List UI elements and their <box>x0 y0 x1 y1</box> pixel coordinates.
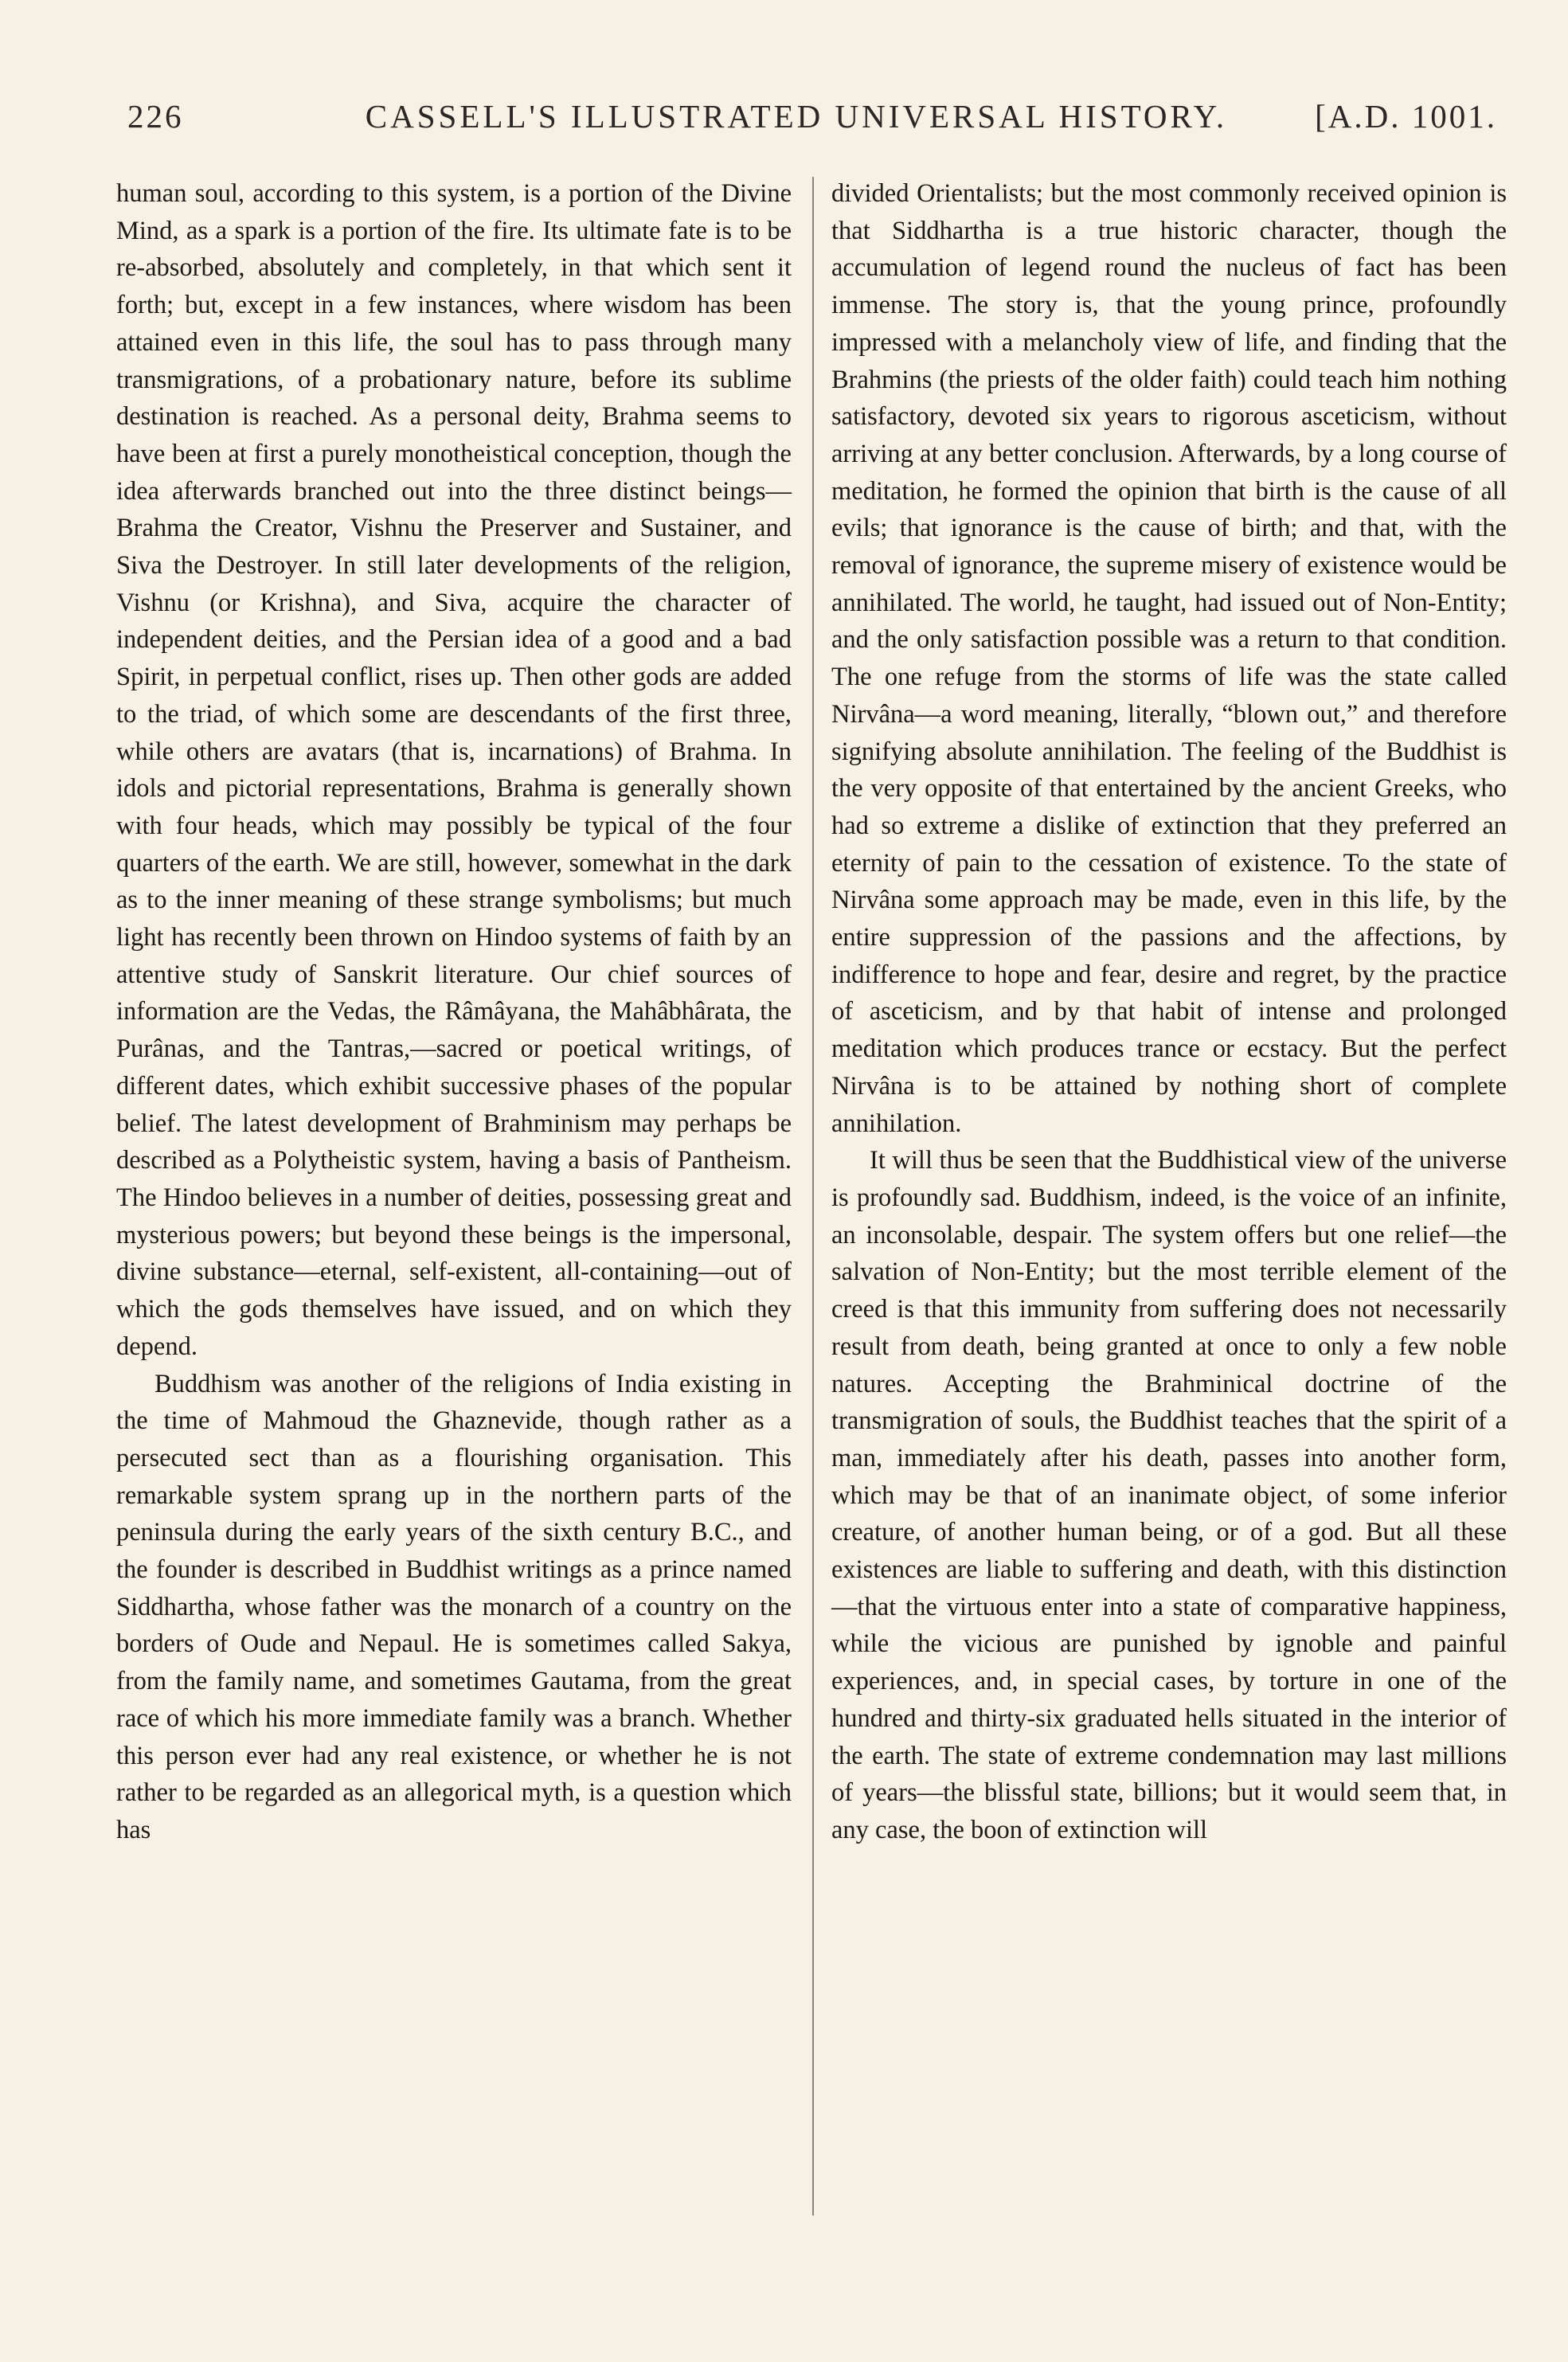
paragraph-brahma: human soul, according to this system, is a portion of the Divine Mind, as a spark is a portion of the fire. Its ultimate fate is to be re-absorbed, absolutely and completely, in that which sent it forth; but, except in a few instances, where wisdom has been attained even in this life, the soul has to pass through many transmigrations, of a probationary nature, before its sublime destination is reached. As a personal deity, Brahma seems to have been at first a purely monotheistical conception, though the idea afterwards branched out into the three distinct beings—Brahma the Creator, Vishnu the Preserver and Sustainer, and Siva the Destroyer. In still later developments of the religion, Vishnu (or Krishna), and Siva, acquire the character of independent deities, and the Persian idea of a good and a bad Spirit, in perpetual conflict, rises up. Then other gods are added to the triad, of which some are descendants of the first three, while others are avatars (that is, incarnations) of Brahma. In idols and pictorial representations, Brahma is generally shown with four heads, which may possibly be typical of the four quarters of the earth. We are still, however, somewhat in the dark as to the inner meaning of these strange symbolisms; but much light has recently been thrown on Hindoo systems of faith by an attentive study of Sanskrit literature. Our chief sources of information are the Vedas, the Râmâyana, the Mahâbhârata, the Purânas, and the Tantras,—sacred or poetical writings, of different dates, which exhibit successive phases of the popular belief. The latest development of Brahminism may perhaps be described as a Polytheistic system, having a basis of Pantheism. The Hindoo believes in a number of deities, possessing great and mysterious powers; but beyond these beings is the impersonal, divine substance—eternal, self-existent, all-containing—out of which the gods themselves have issued, and on which they depend. <box>116 179 792 1361</box>
page-number: 226 <box>127 98 184 135</box>
right-column <box>831 175 1507 1849</box>
running-title: CASSELL'S ILLUSTRATED UNIVERSAL HISTORY. <box>365 98 1228 135</box>
paragraph-siddhartha: divided Orientalists; but the most commonly received opinion is that Siddhartha is a true historic character, though the accumulation of legend round the nucleus of fact has been immense. The story is, that the young prince, profoundly impressed with a melancholy view of life, and finding that the Brahmins (the priests of the older faith) could teach him nothing satisfactory, devoted six years to rigorous asceticism, without arriving at any better conclusion. Afterwards, by a long course of meditation, he formed the opinion that birth is the cause of all evils; that ignorance is the cause of birth; and that, with the removal of ignorance, the supreme misery of existence would be annihilated. The world, he taught, had issued out of Non-Entity; and the only satisfaction possible was a return to that condition. The one refuge from the storms of life was the state called Nirvâna—a word meaning, literally, “blown out,” and therefore signifying absolute annihilation. The feeling of the Buddhist is the very opposite of that entertained by the ancient Greeks, who had so extreme a dislike of extinction that they preferred an eternity of pain to the cessation of existence. To the state of Nirvâna some approach may be made, even in this life, by the entire suppression of the passions and the affections, by indifference to hope and fear, desire and regret, by the practice of asceticism, and by that habit of intense and prolonged meditation which produces trance or ecstacy. But the perfect Nirvâna is to be attained by nothing short of complete annihilation. <box>831 179 1507 1138</box>
paragraph-buddhism: Buddhism was another of the religions of India existing in the time of Mahmoud the Ghaznevide, though rather as a persecuted sect than as a flourishing organisation. This remarkable system sprang up in the northern parts of the peninsula during the early years of the sixth century B.C., and the founder is described in Buddhist writings as a prince named Siddhartha, whose father was the monarch of a country on the borders of Oude and Nepaul. He is sometimes called Sakya, from the family name, and sometimes Gautama, from the great race of which his more immediate family was a branch. Whether this person ever had any real existence, or whether he is not rather to be regarded as an allegorical myth, is a question which has <box>116 1369 792 1844</box>
paragraph-buddhist-view: It will thus be seen that the Buddhistical view of the universe is profoundly sad. Buddhism, indeed, is the voice of an infinite, an inconsolable, despair. The system offers but one relief—the salvation of Non-Entity; but the most terrible element of the creed is that this immunity from suffering does not necessarily result from death, being granted at once to only a few noble natures. Accepting the Brahminical doctrine of the transmigration of souls, the Buddhist teaches that the spirit of a man, immediately after his death, passes into another form, which may be that of an inanimate object, of some inferior creature, of another human being, or of a god. But all these existences are liable to suffering and death, with this distinction—that the virtuous enter into a state of comparative happiness, while the vicious are punished by ignoble and painful experiences, and, in special cases, by torture in one of the hundred and thirty-six graduated hells situated in the interior of the earth. The state of extreme condemnation may last millions of years—the blissful state, billions; but it would seem that, in any case, the boon of extinction will <box>831 1146 1507 1844</box>
column-divider <box>812 177 814 2215</box>
left-column <box>116 175 792 1849</box>
running-header <box>96 97 1497 145</box>
header-date: [A.D. 1001. <box>1315 98 1497 135</box>
